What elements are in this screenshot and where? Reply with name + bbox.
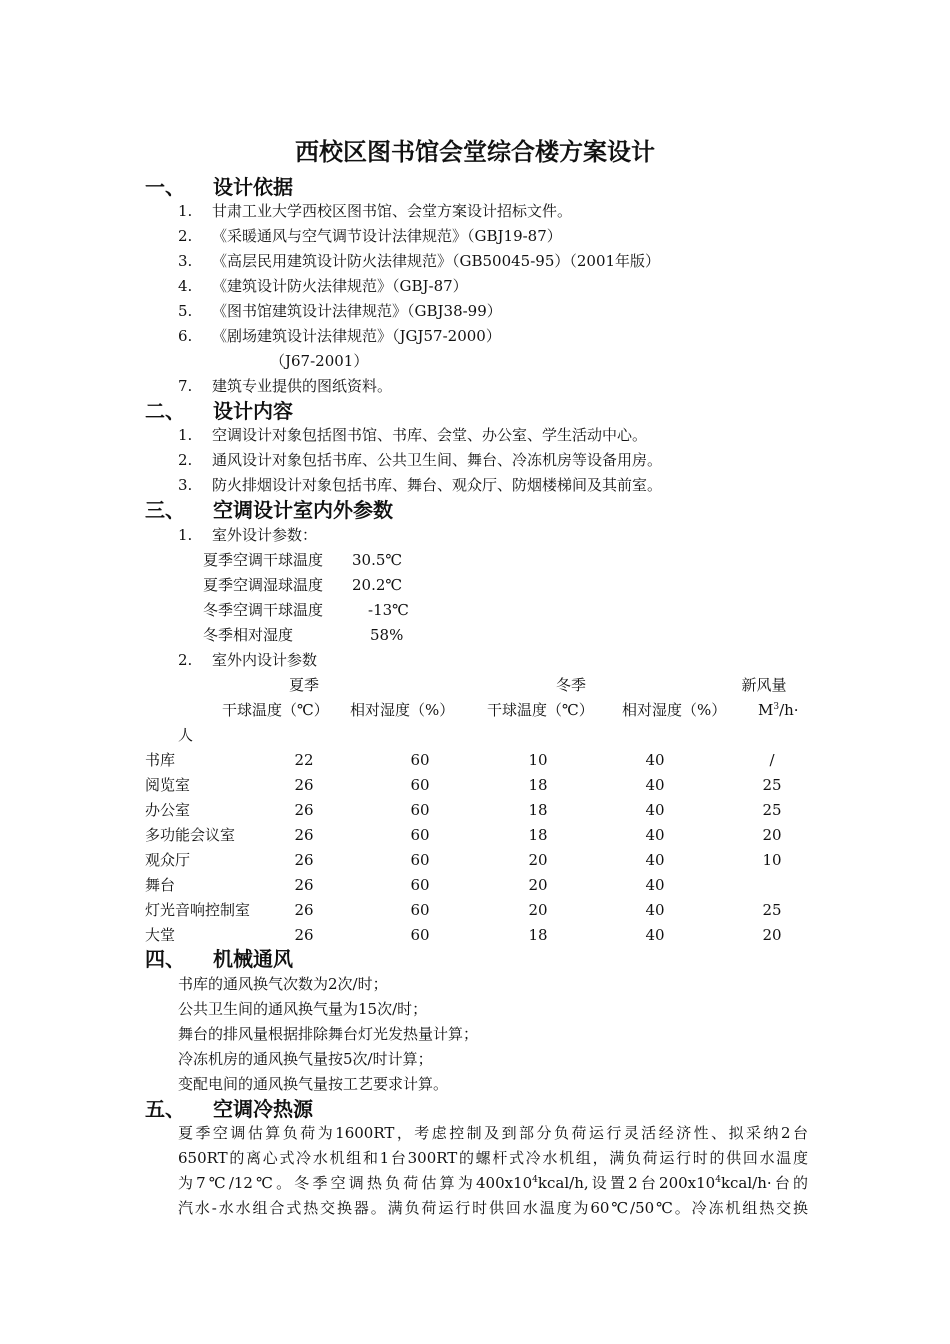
- list-item: 1. 甘肃工业大学西校区图书馆、会堂方案设计招标文件。: [178, 202, 573, 220]
- table-cell-dry-bulb-winter: 20: [528, 876, 548, 894]
- section-title: 机械通风: [213, 947, 293, 971]
- table-cell-rh-winter: 40: [645, 926, 665, 944]
- table-cell-room-name: 阅览室: [145, 776, 191, 794]
- table-cell-room-name: 书库: [145, 751, 176, 769]
- table-cell-rh-winter: 40: [645, 826, 665, 844]
- table-cell-rh-winter: 40: [645, 801, 665, 819]
- table-cell-room-name: 观众厅: [145, 851, 191, 869]
- text-line: 舞台的排风量根据排除舞台灯光发热量计算；: [178, 1025, 479, 1043]
- section-number: 五、: [145, 1097, 185, 1121]
- section-number: 四、: [145, 947, 185, 971]
- param-value: 20.2℃: [352, 576, 403, 594]
- table-header-rh-summer: 相对湿度（%）: [350, 701, 455, 719]
- table-cell-room-name: 大堂: [145, 926, 176, 944]
- section-heading-3: [145, 497, 393, 523]
- body-paragraph: 夏季空调估算负荷为1600RT，考虑控制及到部分负荷运行灵活经济性、拟采纳2台 650RT的离心式冷水机组和1台300RT的螺杆式冷水机组，满负荷运行时的供回水温度 为7℃/12℃。冬季空调热负荷估算为$400x10^4kcal/h$,设置2台$200x10^4kcal/h\cdot$台的 汽水-水水组合式热交换器。满负荷运行时供回水温度为60℃/50℃。冷冻机组热交换: [178, 1124, 808, 1217]
- section-heading-4: [145, 946, 293, 972]
- table-cell-dry-bulb-summer: 26: [294, 776, 314, 794]
- section-title: 设计依据: [213, 175, 293, 199]
- table-cell-dry-bulb-summer: 26: [294, 926, 314, 944]
- table-cell-dry-bulb-winter: 20: [528, 851, 548, 869]
- table-cell-rh-summer: 60: [410, 926, 430, 944]
- page-title: 西校区图书馆会堂综合楼方案设计: [295, 138, 655, 166]
- section-number: 二、: [145, 399, 185, 423]
- list-item: 2. 室外内设计参数: [178, 651, 318, 669]
- param-label: 冬季空调干球温度: [203, 601, 324, 619]
- table-cell-fresh-air: 25: [762, 801, 782, 819]
- table-group-fresh-air: 新风量: [741, 676, 787, 694]
- section-heading-1: [145, 174, 293, 200]
- table-header-dry-bulb-winter: 干球温度（℃）: [487, 701, 594, 719]
- table-cell-rh-summer: 60: [410, 826, 430, 844]
- table-cell-room-name: 灯光音响控制室: [145, 901, 251, 919]
- table-cell-rh-summer: 60: [410, 901, 430, 919]
- table-cell-fresh-air: /: [769, 751, 775, 769]
- list-item: 2. 《采暖通风与空气调节设计法律规范》（GBJ19-87）: [178, 227, 562, 245]
- list-item: 1. 空调设计对象包括图书馆、书库、会堂、办公室、学生活动中心。: [178, 426, 648, 444]
- table-cell-rh-winter: 40: [645, 776, 665, 794]
- table-cell-rh-winter: 40: [645, 876, 665, 894]
- table-header-fresh-air-unit-wrap: 人: [178, 726, 194, 744]
- list-item-continuation: （J67-2001）: [270, 352, 369, 370]
- param-label: 夏季空调干球温度: [203, 551, 324, 569]
- param-value: 30.5℃: [352, 551, 403, 569]
- param-label: 夏季空调湿球温度: [203, 576, 324, 594]
- list-item: 6. 《剧场建筑设计法律规范》（JGJ57-2000）: [178, 327, 501, 345]
- table-cell-dry-bulb-summer: 22: [294, 751, 314, 769]
- table-cell-rh-summer: 60: [410, 751, 430, 769]
- text-line: 公共卫生间的通风换气量为15次/时；: [178, 1000, 428, 1018]
- param-value: -13℃: [368, 601, 409, 619]
- table-cell-dry-bulb-winter: 18: [528, 776, 548, 794]
- section-heading-2: [145, 398, 293, 424]
- table-cell-dry-bulb-winter: 20: [528, 901, 548, 919]
- table-cell-room-name: 舞台: [145, 876, 176, 894]
- table-cell-rh-summer: 60: [410, 876, 430, 894]
- table-cell-fresh-air: 25: [762, 901, 782, 919]
- table-cell-dry-bulb-winter: 18: [528, 801, 548, 819]
- section-title: 设计内容: [213, 399, 293, 423]
- table-cell-rh-summer: 60: [410, 776, 430, 794]
- table-header-rh-winter: 相对湿度（%）: [622, 701, 727, 719]
- list-item: 3. 《高层民用建筑设计防火法律规范》（GB50045-95）（2001年版）: [178, 252, 661, 270]
- table-cell-dry-bulb-summer: 26: [294, 801, 314, 819]
- table-cell-rh-winter: 40: [645, 751, 665, 769]
- text-line: 书库的通风换气次数为2次/时；: [178, 975, 388, 993]
- table-header-fresh-air-unit: $M^3/h\cdot$: [758, 701, 799, 719]
- table-cell-dry-bulb-winter: 10: [528, 751, 548, 769]
- table-group-winter: 冬季: [555, 676, 587, 694]
- table-cell-dry-bulb-winter: 18: [528, 926, 548, 944]
- table-cell-dry-bulb-winter: 18: [528, 826, 548, 844]
- list-item: 2. 通风设计对象包括书库、公共卫生间、舞台、冷冻机房等设备用房。: [178, 451, 663, 469]
- text-line: 冷冻机房的通风换气量按5次/时计算；: [178, 1050, 433, 1068]
- table-cell-dry-bulb-summer: 26: [294, 876, 314, 894]
- table-header-dry-bulb-summer: 干球温度（℃）: [222, 701, 329, 719]
- table-cell-room-name: 办公室: [145, 801, 191, 819]
- text-line: 变配电间的通风换气量按工艺要求计算。: [178, 1075, 449, 1093]
- section-title: 空调冷热源: [213, 1097, 313, 1121]
- list-item: 5. 《图书馆建筑设计法律规范》（GBJ38-99）: [178, 302, 502, 320]
- param-label: 冬季相对湿度: [203, 626, 294, 644]
- table-cell-room-name: 多功能会议室: [145, 826, 236, 844]
- table-cell-rh-winter: 40: [645, 901, 665, 919]
- table-cell-dry-bulb-summer: 26: [294, 826, 314, 844]
- table-cell-fresh-air: 25: [762, 776, 782, 794]
- param-value: 58%: [370, 626, 404, 644]
- list-item: 3. 防火排烟设计对象包括书库、舞台、观众厅、防烟楼梯间及其前室。: [178, 476, 663, 494]
- table-cell-fresh-air: 20: [762, 826, 782, 844]
- section-heading-5: [145, 1096, 313, 1122]
- table-cell-dry-bulb-summer: 26: [294, 901, 314, 919]
- table-cell-dry-bulb-summer: 26: [294, 851, 314, 869]
- table-cell-fresh-air: 10: [762, 851, 782, 869]
- table-cell-rh-summer: 60: [410, 851, 430, 869]
- section-number: 三、: [145, 498, 185, 522]
- section-title: 空调设计室内外参数: [213, 498, 393, 522]
- list-item: 7. 建筑专业提供的图纸资料。: [178, 377, 393, 395]
- section-number: 一、: [145, 175, 185, 199]
- list-item: 4. 《建筑设计防火法律规范》（GBJ-87）: [178, 277, 468, 295]
- list-item: 1. 室外设计参数：: [178, 526, 318, 544]
- table-cell-fresh-air: 20: [762, 926, 782, 944]
- table-cell-rh-winter: 40: [645, 851, 665, 869]
- table-cell-rh-summer: 60: [410, 801, 430, 819]
- table-group-summer: 夏季: [288, 676, 320, 694]
